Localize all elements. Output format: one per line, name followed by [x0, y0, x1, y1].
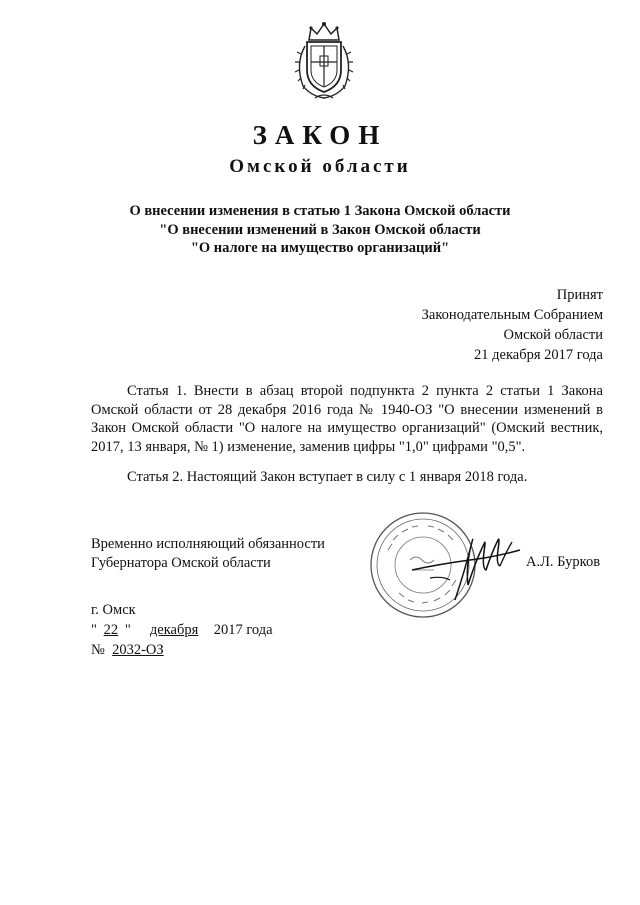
handwritten-signature-icon — [410, 530, 525, 610]
adoption-line-3: Омской области — [503, 327, 603, 343]
signer-name: А.Л. Бурков — [526, 554, 601, 570]
date-quote-close: " — [124, 622, 131, 638]
law-heading — [0, 202, 640, 258]
document-type-title: ЗАКОН — [252, 120, 388, 150]
article-2: Статья 2. Настоящий Закон вступает в силу с 1 января 2018 года. — [127, 469, 528, 485]
signer-position-line-1: Временно исполняющий обязанности — [91, 536, 325, 552]
omsk-coat-of-arms-icon — [293, 20, 355, 102]
law-number-value: 2032-ОЗ — [112, 642, 164, 658]
law-number-prefix: № — [91, 642, 105, 658]
adoption-date: 21 декабря 2017 года — [474, 347, 603, 363]
signer-position-line-2: Губернатора Омской области — [91, 555, 271, 571]
article-1: Статья 1. Внести в абзац второй подпункта 2 пункта 2 статьи 1 Закона Омской области от 28 декабря 2016 года № 1940-ОЗ "О внесении изменений в Закон Омской области "О налоге на имущество организаций" (Омский вестник, 2017, 13 января, № 1) изменение, заменив цифры "1,0" цифрами "0,5". — [91, 383, 603, 455]
heading-line-2: "О внесении изменений в Закон Омской области — [159, 221, 481, 238]
date-day: 22 — [103, 622, 119, 638]
law-number — [91, 640, 273, 660]
adoption-line-2: Законодательным Собранием — [421, 307, 603, 323]
region-name: Омской области — [229, 156, 411, 177]
date-month: декабря — [149, 622, 199, 638]
city: г. Омск — [91, 602, 136, 618]
document-footer — [91, 600, 273, 660]
signer-position — [91, 535, 325, 573]
adoption-line-1: Принят — [556, 287, 603, 303]
heading-line-1: О внесении изменения в статью 1 Закона Омской области — [129, 203, 511, 219]
adoption-note — [422, 285, 603, 365]
heading-line-3: "О налоге на имущество организаций" — [190, 240, 450, 256]
signing-date — [91, 620, 273, 640]
date-quote-open: " — [91, 622, 97, 638]
date-year: 2017 года — [213, 622, 273, 638]
